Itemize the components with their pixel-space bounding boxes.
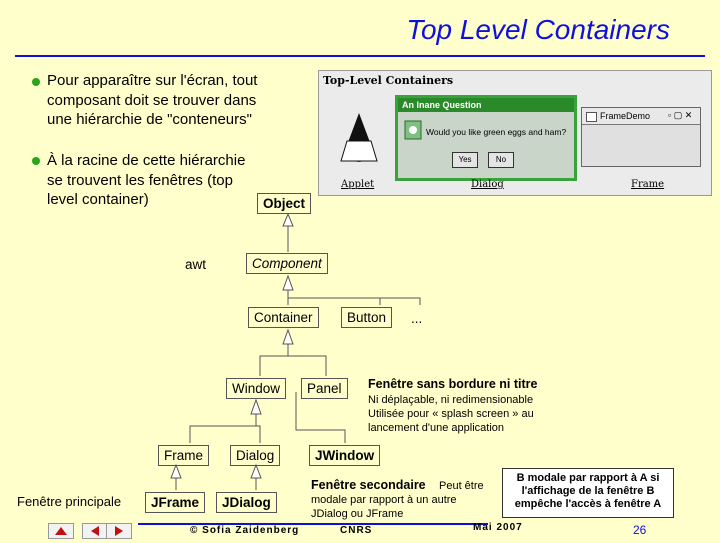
class-container: Container bbox=[248, 307, 319, 328]
class-ellipsis: ... bbox=[411, 311, 423, 326]
inherit-arrow-object bbox=[283, 214, 293, 226]
bullet-text-1: Pour apparaître sur l'écran, tout composant doit se trouver dans une hiérarchie de "conteneurs" bbox=[47, 72, 258, 128]
nav-first-button[interactable] bbox=[48, 523, 74, 539]
class-jdialog: JDialog bbox=[216, 492, 277, 513]
slide-title: Top Level Containers bbox=[406, 14, 670, 45]
class-frame: Frame bbox=[158, 445, 209, 466]
triangle-up-icon bbox=[49, 524, 73, 538]
class-window: Window bbox=[226, 378, 286, 399]
demo-dialog-question: Would you like green eggs and ham? bbox=[426, 127, 567, 137]
demo-window-title: Top-Level Containers bbox=[323, 74, 454, 87]
frame-controls-icon[interactable]: ▫ ▢ ✕ bbox=[668, 110, 693, 120]
class-jframe: JFrame bbox=[145, 492, 205, 513]
class-panel: Panel bbox=[301, 378, 348, 399]
triangle-left-icon bbox=[83, 524, 107, 538]
inherit-arrow-container bbox=[283, 330, 293, 344]
nav-prev-button[interactable] bbox=[82, 523, 108, 539]
footer-author: © Sofia Zaidenberg bbox=[190, 525, 300, 536]
package-awt-label: awt bbox=[185, 257, 207, 272]
class-button: Button bbox=[341, 307, 392, 328]
footer-page-number: 26 bbox=[633, 523, 647, 537]
bullet-text-2: À la racine de cette hiérarchie se trouvent les fenêtres (top level container) bbox=[47, 152, 246, 208]
inherit-arrow-component bbox=[283, 276, 293, 290]
jdialog-note-title: Fenêtre secondaire bbox=[311, 478, 426, 492]
frame-link[interactable]: Frame bbox=[631, 179, 665, 190]
class-dialog: Dialog bbox=[230, 445, 280, 466]
jdialog-note-text: Peut être modale par rapport à un autre JDialog ou JFrame bbox=[311, 480, 484, 520]
dialog-link[interactable]: Dialog bbox=[471, 179, 504, 190]
modal-definition-box: B modale par rapport à A si l'affichage de la fenêtre B empêche l'accès à fenêtre A bbox=[502, 468, 674, 518]
footer-org: CNRS bbox=[340, 525, 373, 536]
demo-frame-title: FrameDemo bbox=[582, 108, 700, 125]
nav-next-button[interactable] bbox=[106, 523, 132, 539]
class-object: Object bbox=[257, 193, 311, 214]
triangle-right-icon bbox=[107, 524, 131, 538]
jwindow-note-text: Ni déplaçable, ni redimensionable Utilisée pour « splash screen » au lancement d'une application bbox=[368, 394, 534, 434]
class-jwindow: JWindow bbox=[309, 445, 380, 466]
class-component: Component bbox=[246, 253, 328, 274]
demo-yes-button[interactable]: Yes bbox=[452, 152, 478, 168]
inherit-arrow-frame bbox=[171, 465, 181, 478]
jframe-note: Fenêtre principale bbox=[17, 494, 122, 509]
inherit-arrow-window bbox=[251, 400, 261, 414]
inherit-arrow-dialog bbox=[251, 465, 261, 478]
jwindow-note-title: Fenêtre sans bordure ni titre bbox=[368, 377, 538, 391]
applet-link[interactable]: Applet bbox=[341, 179, 375, 190]
demo-dialog-title: An Inane Question bbox=[398, 98, 574, 112]
demo-no-button[interactable]: No bbox=[488, 152, 514, 168]
footer-date: Mai 2007 bbox=[473, 522, 523, 533]
